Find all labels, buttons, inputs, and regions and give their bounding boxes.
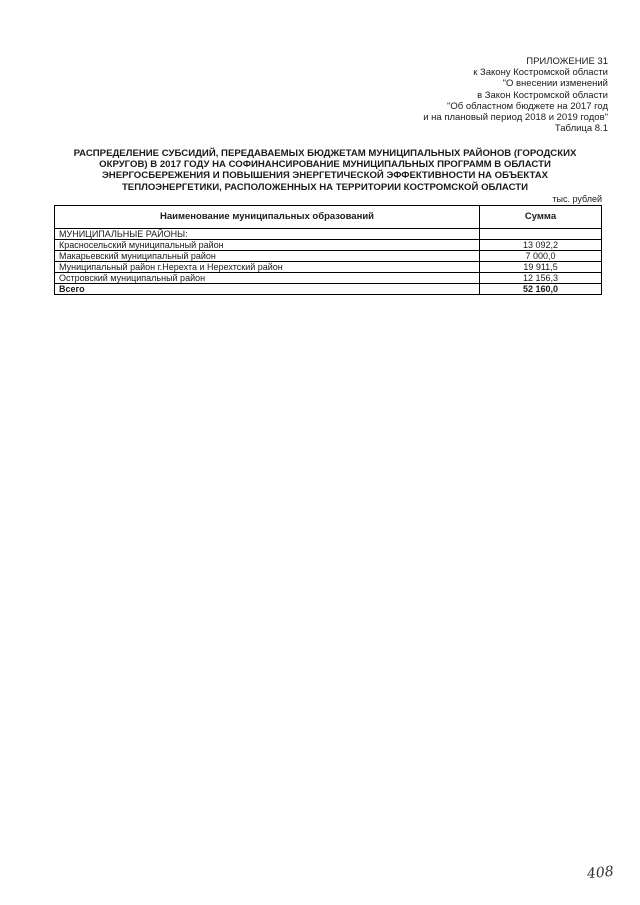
district-name: Красносельский муниципальный район xyxy=(55,240,480,251)
total-sum: 52 160,0 xyxy=(480,284,602,295)
district-sum: 7 000,0 xyxy=(480,251,602,262)
district-name: Островский муниципальный район xyxy=(55,273,480,284)
subsidy-table xyxy=(54,205,602,295)
appendix-line: ПРИЛОЖЕНИЕ 31 xyxy=(526,56,608,67)
district-name: Макарьевский муниципальный район xyxy=(55,251,480,262)
title-line: РАСПРЕДЕЛЕНИЕ СУБСИДИЙ, ПЕРЕДАВАЕМЫХ БЮДЖЕТАМ МУНИЦИПАЛЬНЫХ РАЙОНОВ (ГОРОДСКИХ xyxy=(73,148,577,159)
units-label: тыс. рублей xyxy=(552,194,602,204)
appendix-header xyxy=(423,56,608,134)
appendix-line: и на плановый период 2018 и 2019 годов" xyxy=(423,112,608,124)
district-sum: 13 092,2 xyxy=(480,240,602,251)
column-header-sum: Сумма xyxy=(480,206,602,229)
section-empty-cell xyxy=(480,229,602,240)
table-row xyxy=(55,262,602,273)
table-row xyxy=(55,273,602,284)
district-sum: 19 911,5 xyxy=(480,262,602,273)
handwritten-page-number: 408 xyxy=(586,863,615,883)
document-title xyxy=(60,148,590,193)
section-row xyxy=(55,229,602,240)
appendix-line: "О внесении изменений xyxy=(502,78,608,90)
table-row xyxy=(55,251,602,262)
title-line: ОКРУГОВ) В 2017 ГОДУ НА СОФИНАНСИРОВАНИЕ МУНИЦИПАЛЬНЫХ ПРОГРАММ В ОБЛАСТИ xyxy=(99,159,551,171)
appendix-line: "Об областном бюджете на 2017 год xyxy=(447,100,608,112)
table-number: Таблица 8.1 xyxy=(554,123,608,135)
table-header-row xyxy=(55,206,602,229)
table-row xyxy=(55,240,602,251)
column-header-name: Наименование муниципальных образований xyxy=(55,206,480,229)
appendix-line: в Закон Костромской области xyxy=(477,89,608,101)
district-name: Муниципальный район г.Нерехта и Нерехтский район xyxy=(55,262,480,273)
title-line: ТЕПЛОЭНЕРГЕТИКИ, РАСПОЛОЖЕННЫХ НА ТЕРРИТОРИИ КОСТРОМСКОЙ ОБЛАСТИ xyxy=(121,181,529,193)
section-label: МУНИЦИПАЛЬНЫЕ РАЙОНЫ: xyxy=(55,229,480,240)
title-line: ЭНЕРГОСБЕРЕЖЕНИЯ И ПОВЫШЕНИЯ ЭНЕРГЕТИЧЕСКОЙ ЭФФЕКТИВНОСТИ НА ОБЪЕКТАХ xyxy=(101,170,549,182)
appendix-line: к Закону Костромской области xyxy=(473,67,608,79)
district-sum: 12 156,3 xyxy=(480,273,602,284)
total-label: Всего xyxy=(55,284,480,295)
total-row xyxy=(55,284,602,295)
